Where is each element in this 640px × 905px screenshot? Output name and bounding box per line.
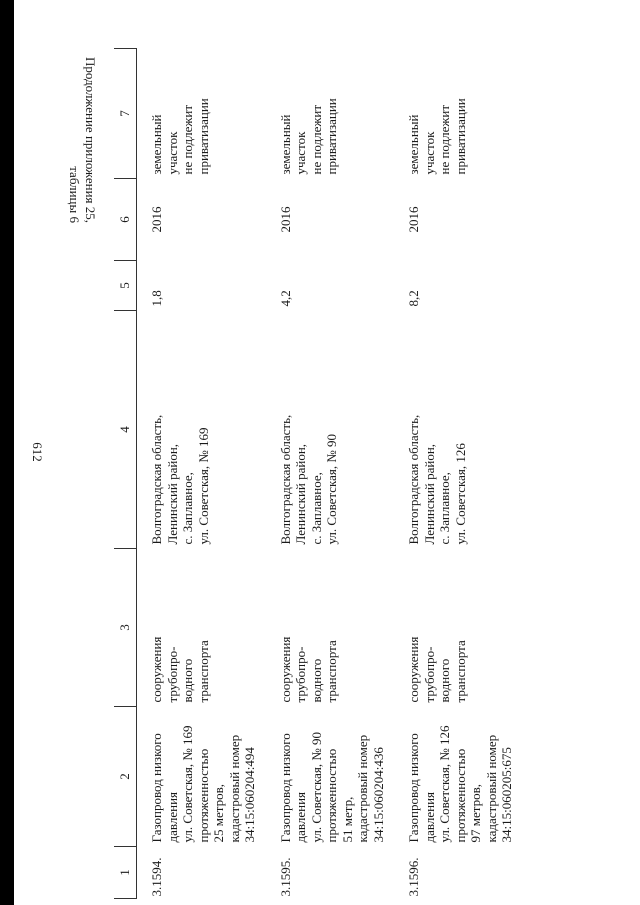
object-note: земельный участок не подлежит приватизации <box>406 98 468 175</box>
header-col-3: 3 <box>114 549 137 707</box>
object-type: сооружения трубопро- водного транспорта <box>277 636 339 703</box>
table-row <box>266 49 395 899</box>
header-col-4: 4 <box>114 311 137 549</box>
object-note: земельный участок не подлежит приватизации <box>277 98 339 175</box>
object-address: Волгоградская область, Ленинский район, с. Заплавное, ул. Советская, № 90 <box>277 414 339 545</box>
object-name: Газопровод низкого давления ул. Советская, № 169 протяженностью 25 метров, кадастровый номер 34:15:060204:494 <box>149 725 257 843</box>
header-col-2: 2 <box>114 707 137 847</box>
table-row <box>137 49 266 899</box>
header-row <box>114 49 137 899</box>
row-number: 3.1594. <box>149 857 164 897</box>
header-col-7: 7 <box>114 49 137 179</box>
object-value: 8,2 <box>406 290 421 307</box>
property-table <box>114 48 523 899</box>
object-year: 2016 <box>277 206 293 233</box>
object-value: 1,8 <box>149 290 164 307</box>
row-number: 3.1595. <box>277 857 293 897</box>
table-row <box>394 49 523 899</box>
object-year: 2016 <box>149 206 164 233</box>
object-value: 4,2 <box>277 290 293 307</box>
object-note: земельный участок не подлежит приватизации <box>149 98 211 175</box>
object-address: Волгоградская область, Ленинский район, с. Заплавное, ул. Советская, 126 <box>406 414 468 545</box>
row-number: 3.1596. <box>406 857 421 897</box>
object-type: сооружения трубопро- водного транспорта <box>149 636 211 703</box>
continuation-caption <box>66 57 98 223</box>
scan-edge-bar <box>0 0 14 905</box>
object-year: 2016 <box>406 206 421 233</box>
header-col-6: 6 <box>114 179 137 261</box>
object-address: Волгоградская область, Ленинский район, с. Заплавное, ул. Советская, № 169 <box>149 414 211 545</box>
continuation-line-1: Продолжение приложения 25, <box>83 56 98 224</box>
header-col-1: 1 <box>114 847 137 899</box>
page-number: 612 <box>30 442 45 462</box>
property-table-wrapper <box>114 49 514 899</box>
object-type: сооружения трубопро- водного транспорта <box>406 636 468 703</box>
object-name: Газопровод низкого давления ул. Советская, № 90 протяженностью 51 метр, кадастровый номер 34:15:060204:436 <box>277 731 386 843</box>
continuation-line-2: таблицы 6 <box>67 166 82 224</box>
header-col-5: 5 <box>114 261 137 311</box>
object-name: Газопровод низкого давления ул. Советская, № 126 протяженностью 97 метров, кадастровый номер 34:15:060205:675 <box>406 725 514 843</box>
